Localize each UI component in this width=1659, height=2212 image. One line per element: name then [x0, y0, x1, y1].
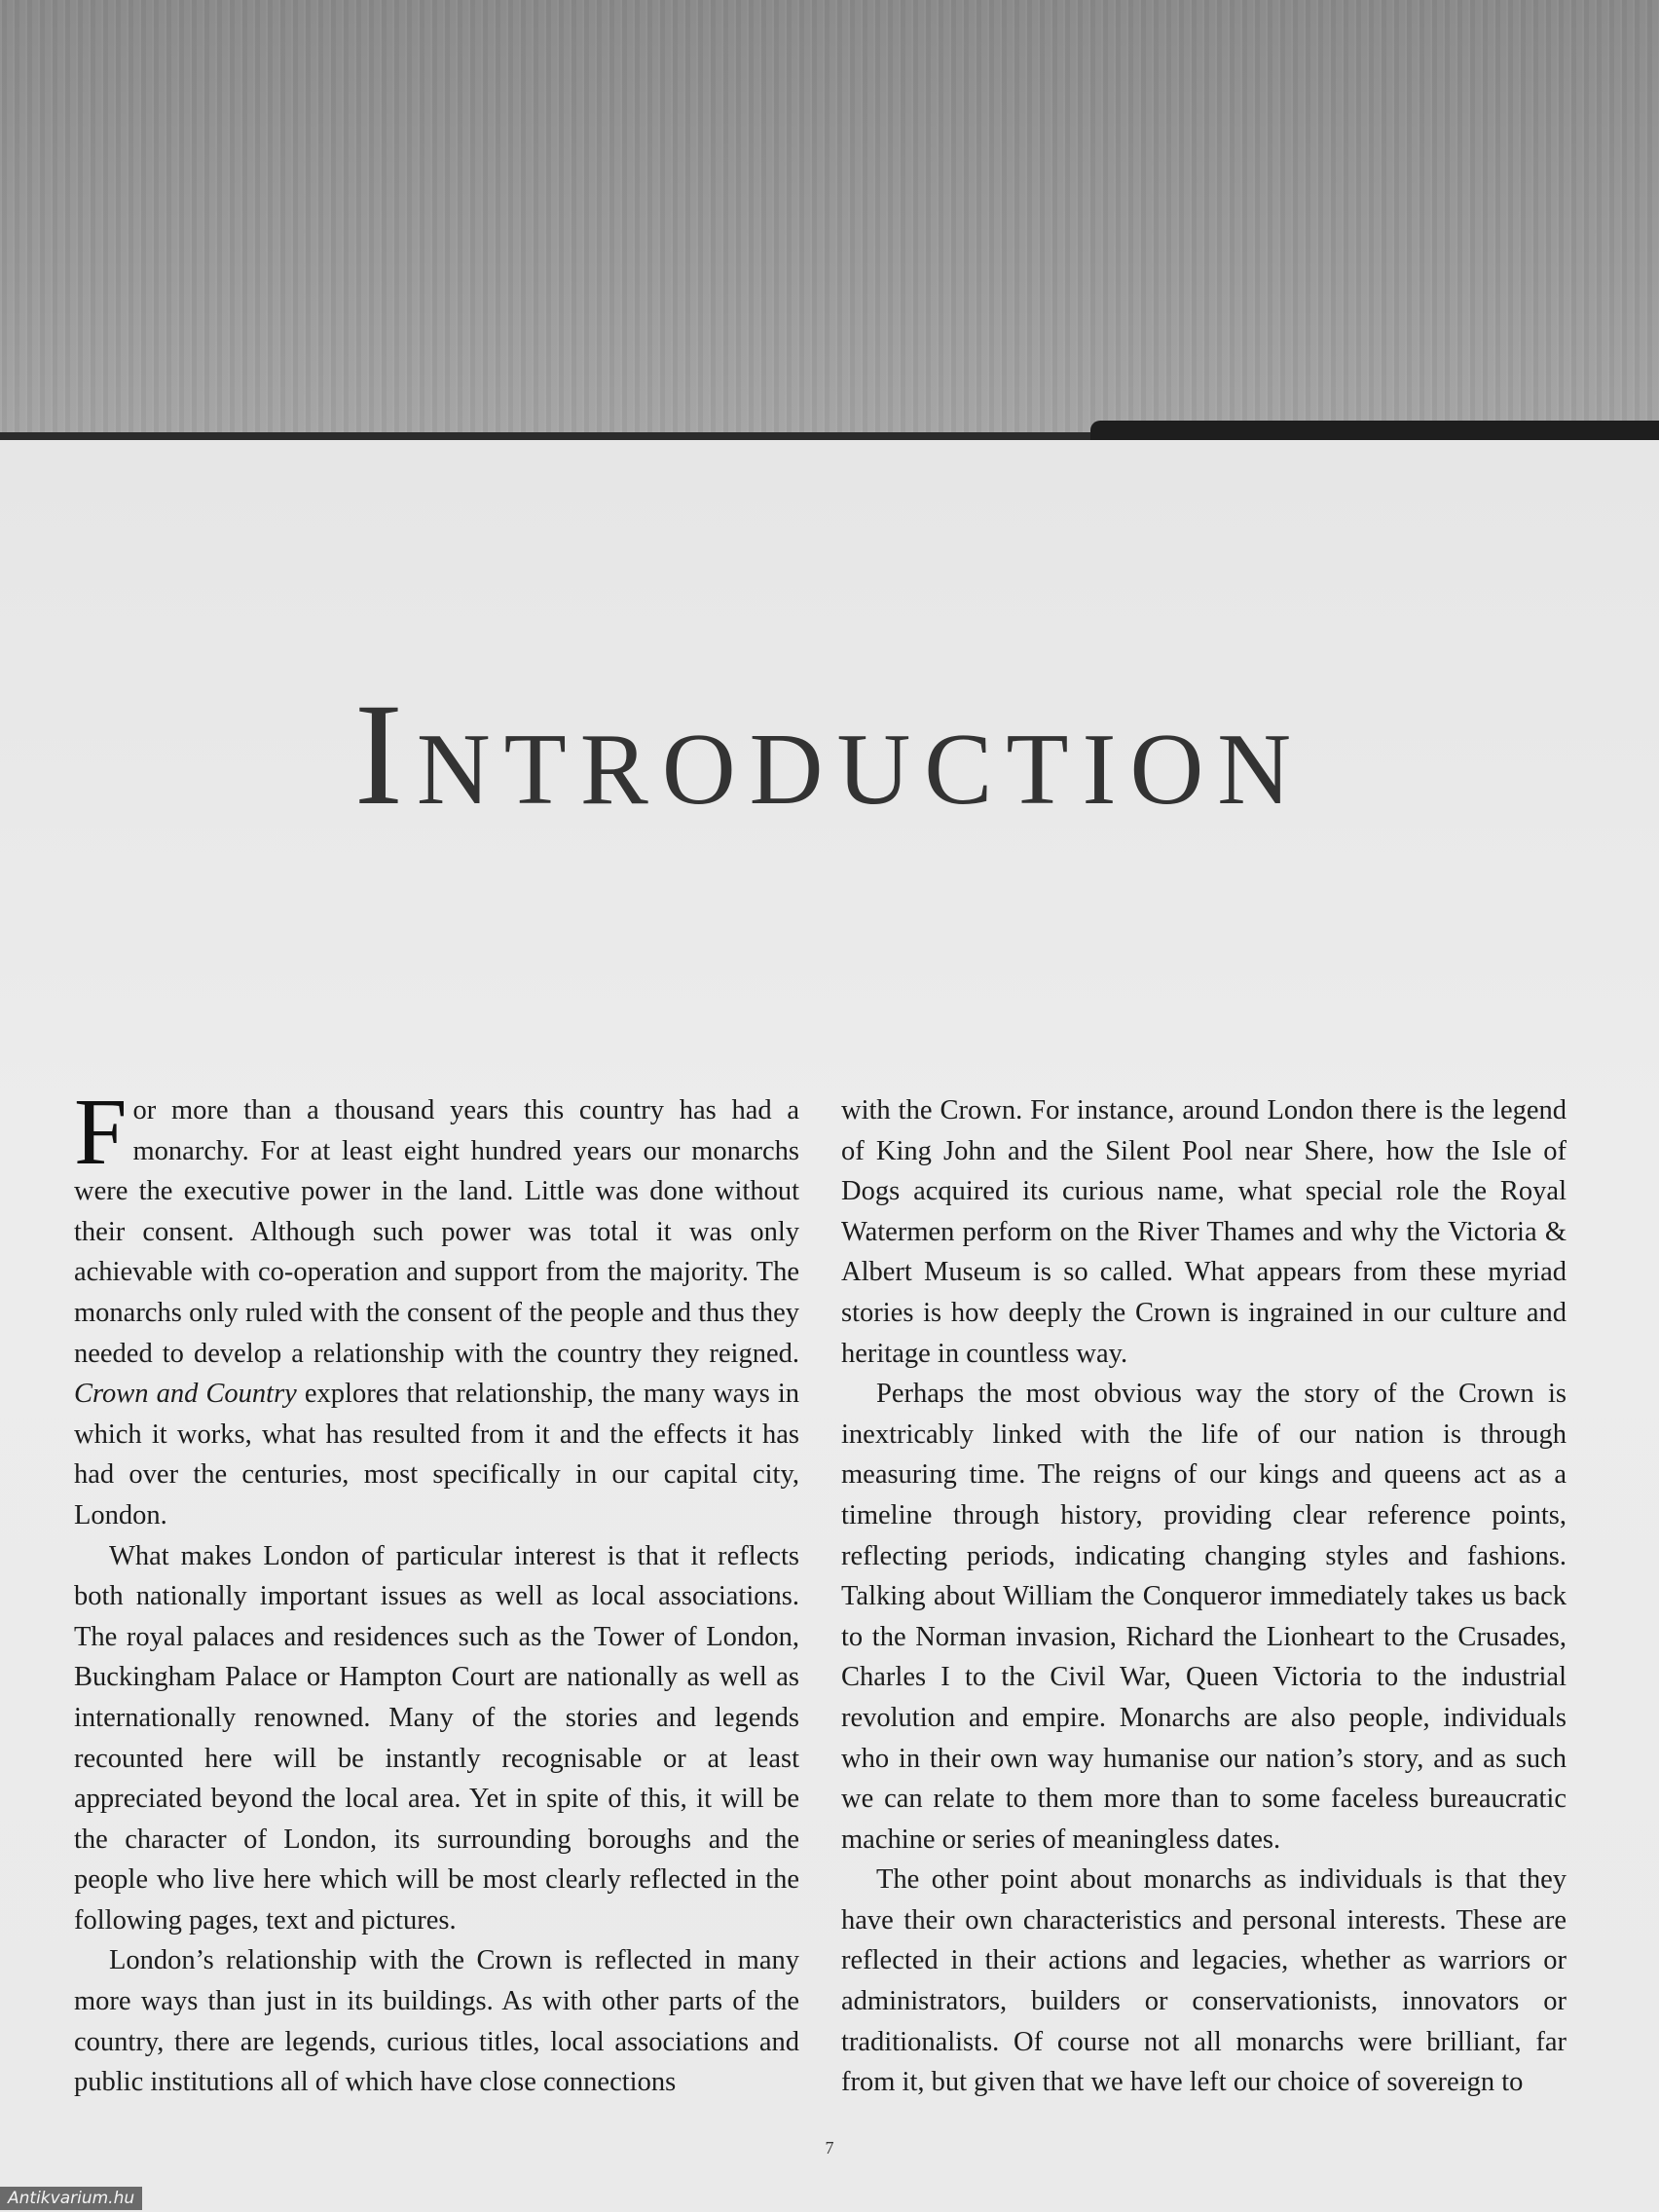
page-number: 7 — [825, 2138, 834, 2157]
paragraph: The other point about monarchs as individuals is that they have their own characteristics and personal interests. These are reflected in their actions and legacies, whether as warriors or administrators, builders or conservationists, innovators or traditionalists. Of course not all monarchs were brilliant, far from it, but given that we have left our choice of sovereign to — [841, 1864, 1567, 2098]
paragraph: What makes London of particular interest is that it reflects both nationally important issues as well as local associations. The royal palaces and residences such as the Tower of London, Buckingham Palace or Hampton Court are nationally as well as internationally renowned. Many of the stories and legends recounted here will be instantly recognisable or at least appreciated beyond the local area. Yet in spite of this, it will be the character of London, its surrounding boroughs and the people who live here which will be most clearly reflected in the following pages, text and pictures. — [74, 1540, 799, 1936]
book-cover-edge — [1090, 421, 1659, 442]
book-title-italic: Crown and Country — [74, 1379, 297, 1410]
paragraph-text: explores that relationship, the many ways in which it works, what has resulted from it and the effects it has had over the centuries, most specifically in our capital city, London. — [74, 1379, 799, 1530]
paragraph: with the Crown. For instance, around London there is the legend of King John and the Silent Pool near Shere, how the Isle of Dogs acquired its curious name, what special role the Royal Watermen perform on the River Thames and why the Victoria & Albert Museum is so called. What appears from these myriad stories is how deeply the Crown is ingrained in our culture and heritage in countless way. — [841, 1095, 1567, 1369]
paragraph — [74, 1080, 799, 1536]
drop-cap: F — [74, 1080, 128, 1185]
background-surface — [0, 0, 1659, 458]
paragraph: London’s relationship with the Crown is reflected in many more ways than just in its buildings. As with other parts of the country, there are legends, curious titles, local associations and public institutions all of which have close connections — [74, 1945, 799, 2098]
page-title: Introduction — [353, 674, 1306, 835]
paragraph-text: or more than a thousand years this country has had a monarchy. For at least eight hundred years our monarchs were the executive power in the land. Little was done without their consent. Although such power was total it was only achievable with co-operation and support from the majority. The monarchs only ruled with the consent of the people and thus they needed to develop a relationship with the country they reigned. — [74, 1095, 799, 1369]
watermark: Antikvarium.hu — [0, 2187, 142, 2210]
paragraph: Perhaps the most obvious way the story of the Crown is inextricably linked with the life of our nation is through measuring time. The reigns of our kings and queens act as a timeline through history, providing clear reference points, reflecting periods, indicating changing styles and fashions. Talking about William the Conqueror immediately takes us back to the Norman invasion, Richard the Lionheart to the Crusades, Charles I to the Civil War, Queen Victoria to the industrial revolution and empire. Monarchs are also people, individuals who in their own way humanise our nation’s story, and as such we can relate to them more than to some faceless bureaucratic machine or series of meaningless dates. — [841, 1379, 1567, 1855]
right-text-column — [841, 1090, 1567, 2103]
left-text-column — [74, 1080, 799, 2103]
